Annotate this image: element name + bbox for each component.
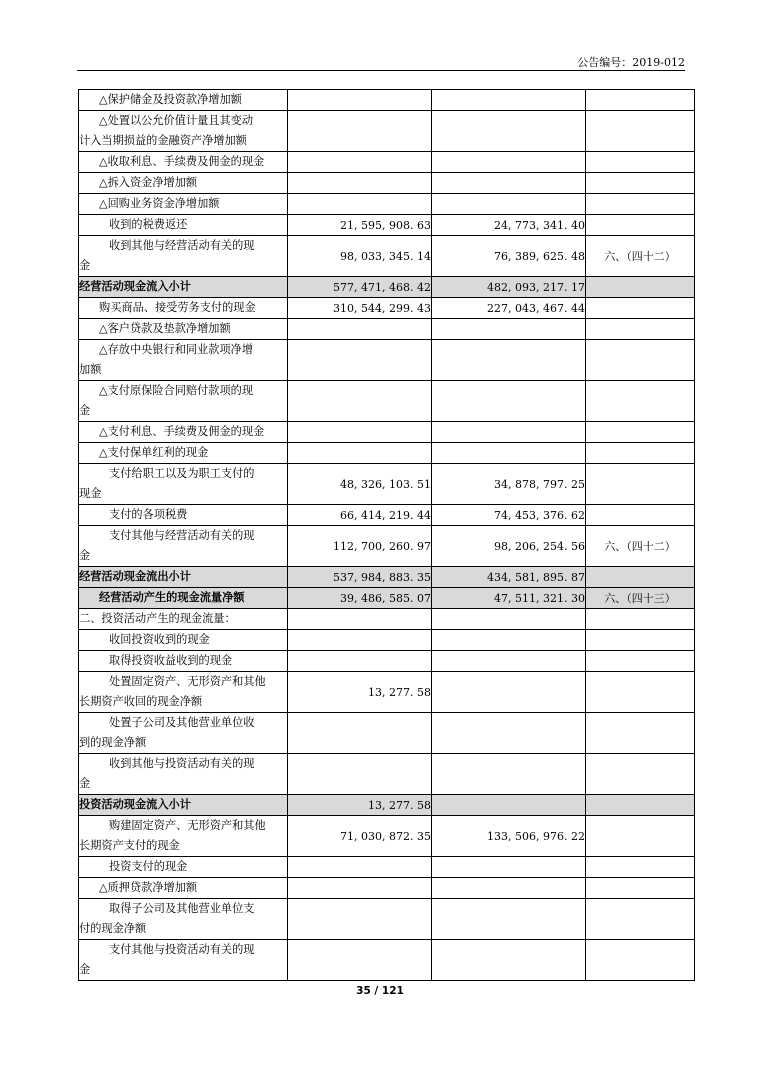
prior-period-amount	[432, 609, 586, 630]
prior-period-amount: 76, 389, 625. 48	[432, 236, 586, 277]
prior-period-amount	[432, 152, 586, 173]
line-item-cell	[79, 672, 288, 713]
line-item-cell	[79, 588, 288, 609]
prior-period-amount	[432, 713, 586, 754]
prior-period-amount	[432, 899, 586, 940]
note-reference	[586, 464, 695, 505]
prior-period-amount	[432, 878, 586, 899]
line-item-cell	[79, 899, 288, 940]
note-reference	[586, 381, 695, 422]
current-period-amount	[288, 173, 432, 194]
line-item-cell	[79, 236, 288, 277]
line-item-cell	[79, 277, 288, 298]
line-item-label: 购建固定资产、无形资产和其他	[109, 819, 266, 832]
prior-period-amount: 133, 506, 976. 22	[432, 816, 586, 857]
line-item-label-continued: 金	[79, 259, 91, 272]
table-row	[79, 277, 695, 298]
current-period-amount: 21, 595, 908. 63	[288, 215, 432, 236]
current-period-amount	[288, 609, 432, 630]
current-period-amount	[288, 857, 432, 878]
table-row	[79, 899, 695, 940]
line-item-label: △收取利息、手续费及佣金的现金	[99, 155, 265, 168]
line-item-label: 收到其他与投资活动有关的现	[109, 757, 255, 770]
table-row	[79, 90, 695, 111]
header-rule	[77, 70, 685, 71]
line-item-label: 二、投资活动产生的现金流量：	[79, 612, 236, 625]
table-row	[79, 194, 695, 215]
line-item-label: 支付其他与经营活动有关的现	[109, 529, 255, 542]
line-item-cell	[79, 464, 288, 505]
table-row	[79, 111, 695, 152]
note-reference	[586, 857, 695, 878]
note-reference	[586, 319, 695, 340]
table-row	[79, 609, 695, 630]
line-item-label: 收到其他与经营活动有关的现	[109, 239, 255, 252]
current-period-amount	[288, 754, 432, 795]
line-item-cell	[79, 567, 288, 588]
table-row	[79, 567, 695, 588]
prior-period-amount	[432, 940, 586, 981]
line-item-label: 经营活动现金流出小计	[79, 570, 191, 583]
table-row	[79, 152, 695, 173]
table-row	[79, 236, 695, 277]
note-reference	[586, 630, 695, 651]
current-period-amount: 39, 486, 585. 07	[288, 588, 432, 609]
note-reference	[586, 173, 695, 194]
note-reference	[586, 194, 695, 215]
line-item-cell	[79, 795, 288, 816]
line-item-label-continued: 金	[79, 777, 91, 790]
prior-period-amount	[432, 443, 586, 464]
line-item-label: △拆入资金净增加额	[99, 176, 198, 189]
table-row	[79, 940, 695, 981]
prior-period-amount	[432, 90, 586, 111]
prior-period-amount	[432, 194, 586, 215]
line-item-cell	[79, 381, 288, 422]
table-row	[79, 505, 695, 526]
note-reference	[586, 215, 695, 236]
current-period-amount	[288, 422, 432, 443]
line-item-label: 取得子公司及其他营业单位支	[109, 902, 255, 915]
current-period-amount	[288, 713, 432, 754]
note-reference	[586, 713, 695, 754]
current-period-amount: 48, 326, 103. 51	[288, 464, 432, 505]
table-row	[79, 857, 695, 878]
note-reference	[586, 90, 695, 111]
table-row	[79, 816, 695, 857]
current-period-amount	[288, 319, 432, 340]
current-period-amount	[288, 340, 432, 381]
note-reference	[586, 609, 695, 630]
note-reference	[586, 940, 695, 981]
current-period-amount	[288, 152, 432, 173]
table-row	[79, 464, 695, 505]
prior-period-amount	[432, 857, 586, 878]
prior-period-amount	[432, 651, 586, 672]
note-reference	[586, 443, 695, 464]
note-reference	[586, 899, 695, 940]
current-period-amount: 13, 277. 58	[288, 795, 432, 816]
table-row	[79, 319, 695, 340]
line-item-label: 经营活动产生的现金流量净额	[99, 591, 245, 604]
line-item-label: 支付其他与投资活动有关的现	[109, 943, 255, 956]
line-item-cell	[79, 816, 288, 857]
table-row	[79, 526, 695, 567]
line-item-label: 收到的税费返还	[109, 218, 188, 231]
prior-period-amount	[432, 754, 586, 795]
note-reference	[586, 651, 695, 672]
line-item-label-continued: 金	[79, 404, 91, 417]
table-row	[79, 878, 695, 899]
current-period-amount	[288, 381, 432, 422]
table-row	[79, 381, 695, 422]
line-item-label: △存放中央银行和同业款项净增	[99, 343, 254, 356]
line-item-cell	[79, 713, 288, 754]
current-period-amount: 66, 414, 219. 44	[288, 505, 432, 526]
line-item-cell	[79, 878, 288, 899]
line-item-label: 投资支付的现金	[109, 860, 188, 873]
prior-period-amount	[432, 319, 586, 340]
report-code: 公告编号：2019-012	[577, 56, 685, 69]
current-period-amount: 310, 544, 299. 43	[288, 298, 432, 319]
table-row	[79, 795, 695, 816]
prior-period-amount	[432, 795, 586, 816]
current-period-amount: 98, 033, 345. 14	[288, 236, 432, 277]
page-number: 35 / 121	[356, 985, 404, 997]
line-item-label-continued: 到的现金净额	[79, 736, 147, 749]
note-reference	[586, 152, 695, 173]
line-item-label: △支付原保险合同赔付款项的现	[99, 384, 254, 397]
line-item-label: 经营活动现金流入小计	[79, 280, 191, 293]
current-period-amount	[288, 899, 432, 940]
line-item-label-continued: 长期资产收回的现金净额	[79, 695, 203, 708]
prior-period-amount: 24, 773, 341. 40	[432, 215, 586, 236]
prior-period-amount: 227, 043, 467. 44	[432, 298, 586, 319]
line-item-label-continued: 计入当期损益的金融资产净增加额	[79, 134, 247, 147]
table-row	[79, 422, 695, 443]
line-item-cell	[79, 526, 288, 567]
prior-period-amount	[432, 630, 586, 651]
table-row	[79, 340, 695, 381]
line-item-cell	[79, 630, 288, 651]
line-item-label: △处置以公允价值计量且其变动	[99, 114, 254, 127]
current-period-amount: 71, 030, 872. 35	[288, 816, 432, 857]
note-reference	[586, 422, 695, 443]
current-period-amount	[288, 878, 432, 899]
line-item-label-continued: 长期资产支付的现金	[79, 839, 180, 852]
line-item-label-continued: 加额	[79, 363, 102, 376]
current-period-amount	[288, 90, 432, 111]
table-row	[79, 672, 695, 713]
line-item-label: 支付的各项税费	[109, 508, 188, 521]
prior-period-amount	[432, 672, 586, 713]
line-item-cell	[79, 194, 288, 215]
line-item-label: 处置子公司及其他营业单位收	[109, 716, 255, 729]
line-item-cell	[79, 319, 288, 340]
line-item-cell	[79, 443, 288, 464]
current-period-amount	[288, 443, 432, 464]
prior-period-amount: 482, 093, 217. 17	[432, 277, 586, 298]
table-row	[79, 443, 695, 464]
note-reference	[586, 505, 695, 526]
prior-period-amount: 74, 453, 376. 62	[432, 505, 586, 526]
current-period-amount: 112, 700, 260. 97	[288, 526, 432, 567]
current-period-amount	[288, 194, 432, 215]
line-item-label: △保护储金及投资款净增加额	[99, 93, 242, 106]
line-item-cell	[79, 111, 288, 152]
line-item-cell	[79, 609, 288, 630]
line-item-label: 收回投资收到的现金	[109, 633, 210, 646]
note-reference: 六、（四十二）	[586, 526, 695, 567]
line-item-cell	[79, 857, 288, 878]
prior-period-amount	[432, 111, 586, 152]
prior-period-amount	[432, 173, 586, 194]
current-period-amount	[288, 940, 432, 981]
line-item-cell	[79, 173, 288, 194]
prior-period-amount: 434, 581, 895. 87	[432, 567, 586, 588]
note-reference	[586, 795, 695, 816]
note-reference	[586, 816, 695, 857]
note-reference: 六、（四十二）	[586, 236, 695, 277]
prior-period-amount	[432, 340, 586, 381]
current-period-amount: 13, 277. 58	[288, 672, 432, 713]
line-item-label: 购买商品、接受劳务支付的现金	[99, 301, 256, 314]
line-item-cell	[79, 422, 288, 443]
line-item-cell	[79, 298, 288, 319]
line-item-cell	[79, 651, 288, 672]
cash-flow-table	[78, 89, 695, 981]
note-reference	[586, 567, 695, 588]
note-reference	[586, 672, 695, 713]
line-item-label: 支付给职工以及为职工支付的	[109, 467, 255, 480]
note-reference	[586, 298, 695, 319]
current-period-amount: 537, 984, 883. 35	[288, 567, 432, 588]
line-item-cell	[79, 505, 288, 526]
current-period-amount	[288, 111, 432, 152]
current-period-amount: 577, 471, 468. 42	[288, 277, 432, 298]
line-item-cell	[79, 152, 288, 173]
note-reference	[586, 111, 695, 152]
line-item-label: 处置固定资产、无形资产和其他	[109, 675, 266, 688]
line-item-label-continued: 付的现金净额	[79, 922, 147, 935]
line-item-label: △回购业务资金净增加额	[99, 197, 220, 210]
line-item-label-continued: 金	[79, 549, 91, 562]
table-row	[79, 215, 695, 236]
prior-period-amount: 34, 878, 797. 25	[432, 464, 586, 505]
table-row	[79, 754, 695, 795]
line-item-cell	[79, 90, 288, 111]
line-item-cell	[79, 340, 288, 381]
line-item-label-continued: 现金	[79, 487, 102, 500]
table-row	[79, 630, 695, 651]
prior-period-amount: 47, 511, 321. 30	[432, 588, 586, 609]
table-row	[79, 713, 695, 754]
note-reference: 六、（四十三）	[586, 588, 695, 609]
line-item-cell	[79, 940, 288, 981]
prior-period-amount	[432, 422, 586, 443]
prior-period-amount: 98, 206, 254. 56	[432, 526, 586, 567]
current-period-amount	[288, 651, 432, 672]
line-item-cell	[79, 754, 288, 795]
line-item-label: 取得投资收益收到的现金	[109, 654, 233, 667]
note-reference	[586, 340, 695, 381]
line-item-label: △客户贷款及垫款净增加额	[99, 322, 231, 335]
table-row	[79, 173, 695, 194]
line-item-label: △支付利息、手续费及佣金的现金	[99, 425, 265, 438]
note-reference	[586, 754, 695, 795]
current-period-amount	[288, 630, 432, 651]
table-row	[79, 588, 695, 609]
table-row	[79, 298, 695, 319]
prior-period-amount	[432, 381, 586, 422]
line-item-cell	[79, 215, 288, 236]
line-item-label: 投资活动现金流入小计	[79, 798, 191, 811]
line-item-label: △质押贷款净增加额	[99, 881, 198, 894]
note-reference	[586, 277, 695, 298]
table-row	[79, 651, 695, 672]
line-item-label: △支付保单红利的现金	[99, 446, 209, 459]
note-reference	[586, 878, 695, 899]
line-item-label-continued: 金	[79, 963, 91, 976]
